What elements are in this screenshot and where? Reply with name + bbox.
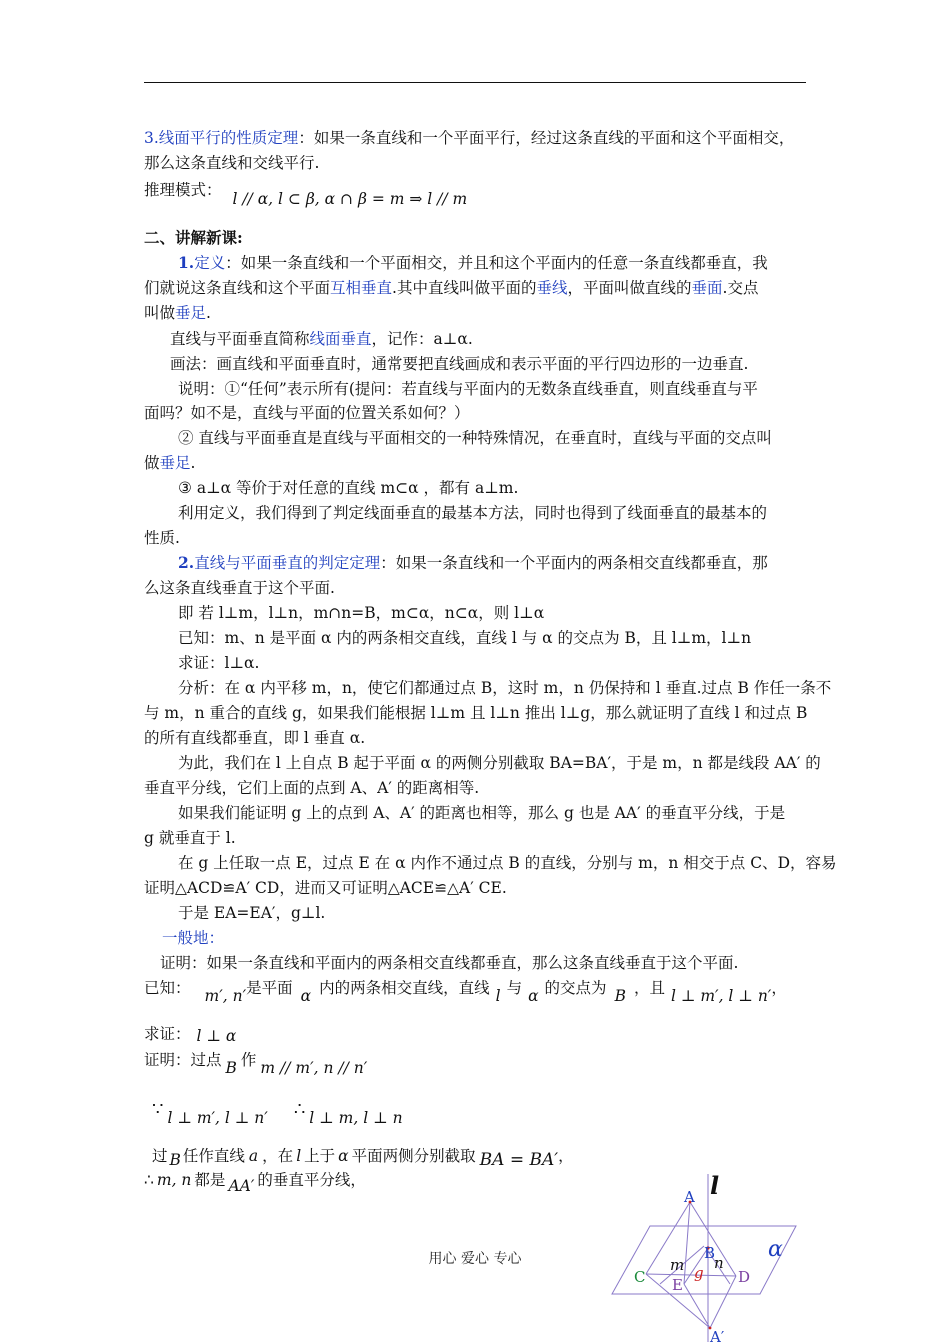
- definition-text: ：如果一条直线和一个平面相交，并且和这个平面内的任意一条直线都垂直，我: [225, 254, 768, 272]
- construction-text: 过: [152, 1147, 168, 1165]
- theorem3-line2: 那么这条直线和交线平行.: [144, 154, 320, 172]
- given-line: [144, 978, 814, 1005]
- definition-text: ，平面叫做直线的: [567, 279, 692, 297]
- paragraph1-line1: 为此，我们在 l 上自点 B 起于平面 α 的两侧分别截取 BA=BA′，于是 m，n 都是线段 AA′ 的: [178, 754, 821, 772]
- given-text: ，: [771, 979, 787, 997]
- theorem2-line1: [178, 553, 814, 573]
- segment-ape: [684, 1284, 710, 1328]
- label-a: A: [684, 1188, 695, 1206]
- theorem3-line1: [144, 128, 814, 148]
- segment-ae: [684, 1202, 690, 1284]
- therefore-formula: l ⊥ m, l ⊥ n: [309, 1109, 403, 1127]
- definition-text: 们就说这条直线和这个平面: [144, 279, 331, 297]
- goal-formula: l ⊥ α: [196, 1027, 237, 1045]
- given-text: 与: [506, 979, 523, 997]
- term-mutually-perpendicular: 互相垂直: [330, 279, 393, 297]
- given-alpha: α: [528, 987, 539, 1005]
- term-perpendicular-plane: 垂面: [691, 279, 723, 297]
- label-b: B: [704, 1244, 716, 1262]
- theorem3-text: ：如果一条直线和一个平面平行，经过这条直线的平面和这个平面相交，: [298, 129, 795, 147]
- header-rule: [144, 82, 806, 83]
- definition-text: .交点: [722, 279, 759, 297]
- construction-text: 平面两侧分别截取: [351, 1147, 476, 1165]
- note1-line1: 说明：①“任何”表示所有(提问：若直线与平面内的无数条直线垂直，则直线垂直与平: [178, 380, 758, 398]
- term-foot: 垂足: [175, 304, 207, 322]
- given-point-b: B: [614, 987, 626, 1005]
- construction-line-a: a: [248, 1147, 259, 1165]
- goal-label: 求证：: [144, 1025, 191, 1043]
- conclusion-mn: m, n: [156, 1171, 192, 1189]
- given-condition: l ⊥ m′, l ⊥ n′: [670, 987, 772, 1005]
- analysis-line2: 与 m，n 重合的直线 g，如果我们能根据 l⊥m 且 l⊥n 推出 l⊥g，那么就证明了直线 l 和过点 B: [144, 704, 808, 722]
- given-text: 内的两条相交直线，直线: [319, 979, 490, 997]
- proof-label: 证明：过点: [144, 1051, 222, 1069]
- abbr-text: 直线与平面垂直简称: [170, 330, 310, 348]
- construction-point-b: B: [169, 1151, 181, 1169]
- prove-statement: 求证：l⊥α.: [178, 654, 260, 672]
- definition-number: 1.: [178, 253, 195, 272]
- label-d: D: [738, 1268, 751, 1286]
- proof-statement: 证明：如果一条直线和平面内的两条相交直线都垂直，那么这条直线垂直于这个平面.: [160, 954, 739, 972]
- definition-line2: [144, 278, 814, 298]
- definition-label: 定义: [194, 254, 226, 272]
- paragraph3-line1: 在 g 上任取一点 E，过点 E 在 α 内作不通过点 B 的直线，分别与 m，n 相交于点 C、D，容易: [178, 854, 837, 872]
- term-foot: 垂足: [159, 454, 191, 472]
- note1-line2: 面吗？如不是，直线与平面的位置关系如何？）: [144, 404, 470, 422]
- analysis-line3: 的所有直线都垂直，即 l 垂直 α.: [144, 729, 366, 747]
- usage-line1: 利用定义，我们得到了判定线面垂直的最基本方法，同时也得到了线面垂直的最基本的: [178, 504, 768, 522]
- reasoning-formula: l // α, l ⊂ β, α ∩ β = m ⇒ l // m: [232, 190, 468, 208]
- note-text: .: [190, 454, 196, 472]
- paragraph2-line1: 如果我们能证明 g 上的点到 A、A′ 的距离也相等，那么 g 也是 AA′ 的垂直平分线，于是: [178, 804, 786, 822]
- drawing-method: 画法：画直线和平面垂直时，通常要把直线画成和表示平面的平行四边形的一边垂直.: [170, 355, 749, 373]
- theorem2-symbolic: 即 若 l⊥m，l⊥n，m∩n=B，m⊂α，n⊂α，则 l⊥α: [178, 604, 545, 622]
- term-line-plane-perpendicular: 线面垂直: [309, 330, 372, 348]
- abbr-text: ，记作：a⊥α.: [371, 330, 473, 348]
- theorem3-number: 3.: [144, 129, 159, 147]
- label-g: g: [694, 1264, 704, 1282]
- page-footer: 用心 爱心 专心: [428, 1251, 522, 1267]
- given-text: 是平面: [246, 979, 293, 997]
- construction-text: ，: [558, 1147, 574, 1165]
- theorem2-text: ：如果一条直线和一个平面内的两条相交直线都垂直，那: [380, 554, 768, 572]
- reasoning-line: [144, 180, 814, 208]
- construction-line: [152, 1146, 822, 1170]
- therefore-symbol: ∴: [293, 1099, 306, 1120]
- analysis-line1: 分析：在 α 内平移 m，n，使它们都通过点 B，这时 m，n 仍保持和 l 垂直.过点 B 作任一条不: [178, 679, 832, 697]
- construction-text: ，在: [262, 1147, 294, 1165]
- known-statement: 已知：m、n 是平面 α 内的两条相交直线，直线 l 与 α 的交点为 B，且 l⊥m，l⊥n: [178, 629, 752, 647]
- because-therefore-line: [152, 1099, 822, 1127]
- construction-formula: BA = BA′: [479, 1150, 559, 1170]
- definition-line3: [144, 303, 814, 323]
- definition-line1: [178, 253, 814, 273]
- conclusion-segment: AA′: [228, 1177, 255, 1195]
- therefore-symbol: ∴: [144, 1171, 154, 1189]
- note2-line1: ② 直线与平面垂直是直线与平面相交的一种特殊情况，在垂直时，直线与平面的交点叫: [178, 429, 772, 447]
- note3: ③ a⊥α 等价于对任意的直线 m⊂α ，都有 a⊥m.: [178, 479, 519, 497]
- label-a-prime: A′: [710, 1328, 725, 1344]
- segment-apd: [710, 1276, 736, 1328]
- because-symbol: ∵: [152, 1099, 164, 1120]
- label-n: n: [714, 1254, 724, 1272]
- label-m: m: [670, 1256, 685, 1274]
- general-heading: 一般地：: [162, 929, 225, 947]
- label-alpha: α: [768, 1237, 783, 1262]
- given-alpha: α: [300, 987, 312, 1005]
- label-c: C: [634, 1268, 646, 1286]
- reasoning-label: 推理模式：: [144, 181, 222, 199]
- theorem3-title: 线面平行的性质定理: [158, 129, 299, 147]
- label-e: E: [672, 1276, 683, 1294]
- construction-alpha: α: [338, 1147, 349, 1165]
- proof-text: 作: [240, 1051, 257, 1069]
- paragraph3-line2: 证明△ACD≌A′ CD，进而又可证明△ACE≌△A′ CE.: [144, 879, 507, 897]
- section-heading: 二、讲解新课:: [144, 228, 243, 247]
- construction-text: 任作直线: [182, 1147, 245, 1165]
- term-perpendicular-line: 垂线: [536, 279, 568, 297]
- theorem2-number: 2.: [178, 553, 195, 572]
- theorem2-line2: 么这条直线垂直于这个平面.: [144, 579, 335, 597]
- construction-text: 上于: [304, 1147, 336, 1165]
- proof-point-b: B: [225, 1059, 237, 1077]
- conclusion-text: 都是: [194, 1171, 226, 1189]
- given-l: l: [495, 987, 501, 1005]
- conclusion-text: 的垂直平分线，: [257, 1171, 366, 1189]
- given-lines-mn: m′, n′: [204, 987, 247, 1005]
- paragraph4: 于是 EA=EA′，g⊥l.: [178, 904, 326, 922]
- given-label: 已知：: [144, 979, 191, 997]
- proof-start-line: [144, 1050, 814, 1077]
- note2-line2: [144, 453, 814, 473]
- definition-text: .: [206, 304, 211, 322]
- paragraph1-line2: 垂直平分线，它们上面的点到 A、A′ 的距离相等.: [144, 779, 480, 797]
- goal-line: [144, 1024, 814, 1044]
- definition-text: .其中直线叫做平面的: [392, 279, 537, 297]
- definition-text: 叫做: [144, 304, 176, 322]
- abbreviation-line: [170, 329, 840, 349]
- given-text: 的交点为: [544, 979, 607, 997]
- given-text: ，且: [633, 979, 665, 997]
- usage-line2: 性质.: [144, 529, 180, 547]
- paragraph2-line2: g 就垂直于 l.: [144, 829, 236, 847]
- because-formula: l ⊥ m′, l ⊥ n′: [167, 1109, 268, 1127]
- proof-construction: m // m′, n // n′: [260, 1059, 368, 1077]
- label-l: l: [710, 1171, 720, 1200]
- note-text: 做: [144, 454, 160, 472]
- theorem2-title: 直线与平面垂直的判定定理: [194, 554, 381, 572]
- construction-l: l: [296, 1147, 302, 1165]
